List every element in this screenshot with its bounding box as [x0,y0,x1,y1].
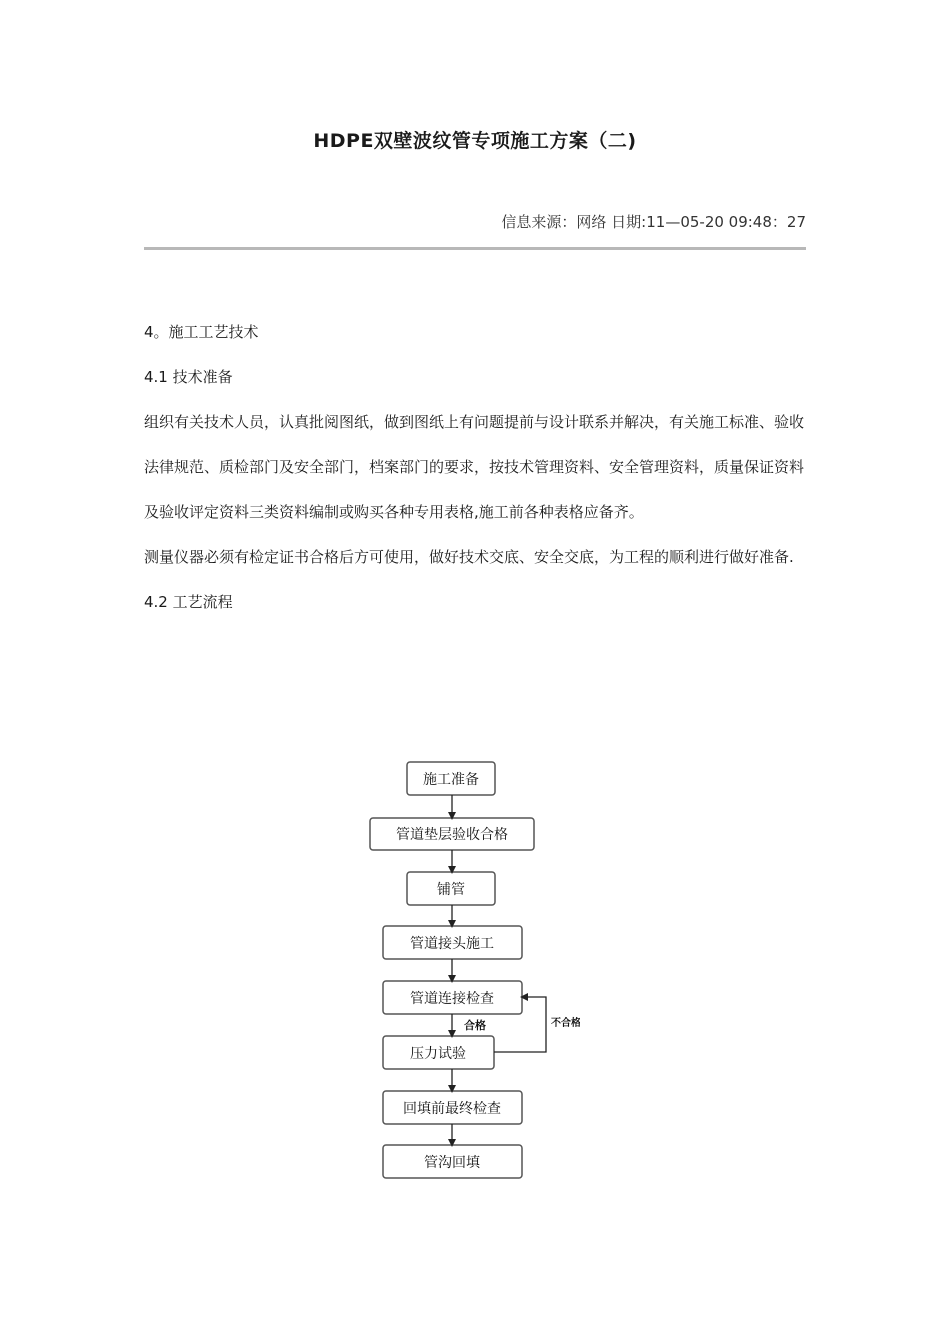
paragraph: 测量仪器必须有检定证书合格后方可使用，做好技术交底、安全交底，为工程的顺利进行做好准备. [144,548,794,566]
flow-step [383,1091,522,1124]
source-date-line: 信息来源：网络 日期:11—05-20 09:48：27 [501,213,806,231]
flow-step-label: 回填前最终检查 [403,1101,501,1117]
process-flowchart [360,758,580,1188]
flow-step [407,872,495,905]
flow-step-label: 施工准备 [423,772,479,788]
fail-label: 不合格 [551,1018,580,1029]
flow-step [383,926,522,959]
pass-label: 合格 [464,1019,486,1032]
flow-step [407,762,495,795]
flow-step [383,981,522,1014]
header-divider [144,247,806,250]
flow-step-label: 压力试验 [410,1046,466,1062]
section-heading: 4。施工工艺技术 [144,323,259,341]
flow-step-label: 管道接头施工 [410,936,494,952]
document-title: HDPE双壁波纹管专项施工方案（二) [313,130,637,152]
document-body [144,310,806,625]
flow-step-label: 管道垫层验收合格 [396,827,508,843]
flow-step [383,1145,522,1178]
flow-step [383,1036,494,1069]
flow-step-label: 管沟回填 [424,1155,480,1171]
flow-step [370,818,534,850]
paragraph: 组织有关技术人员，认真批阅图纸，做到图纸上有问题提前与设计联系并解决，有关施工标准、验收法律规范、质检部门及安全部门，档案部门的要求，按技术管理资料、安全管理资料，质量保证资料及验收评定资料三类资料编制或购买各种专用表格,施工前各种表格应备齐。 [144,413,805,521]
subsection-heading: 4.2 工艺流程 [144,593,233,611]
flow-step-label: 铺管 [437,882,465,898]
subsection-heading: 4.1 技术准备 [144,368,233,386]
flow-step-label: 管道连接检查 [410,991,494,1007]
